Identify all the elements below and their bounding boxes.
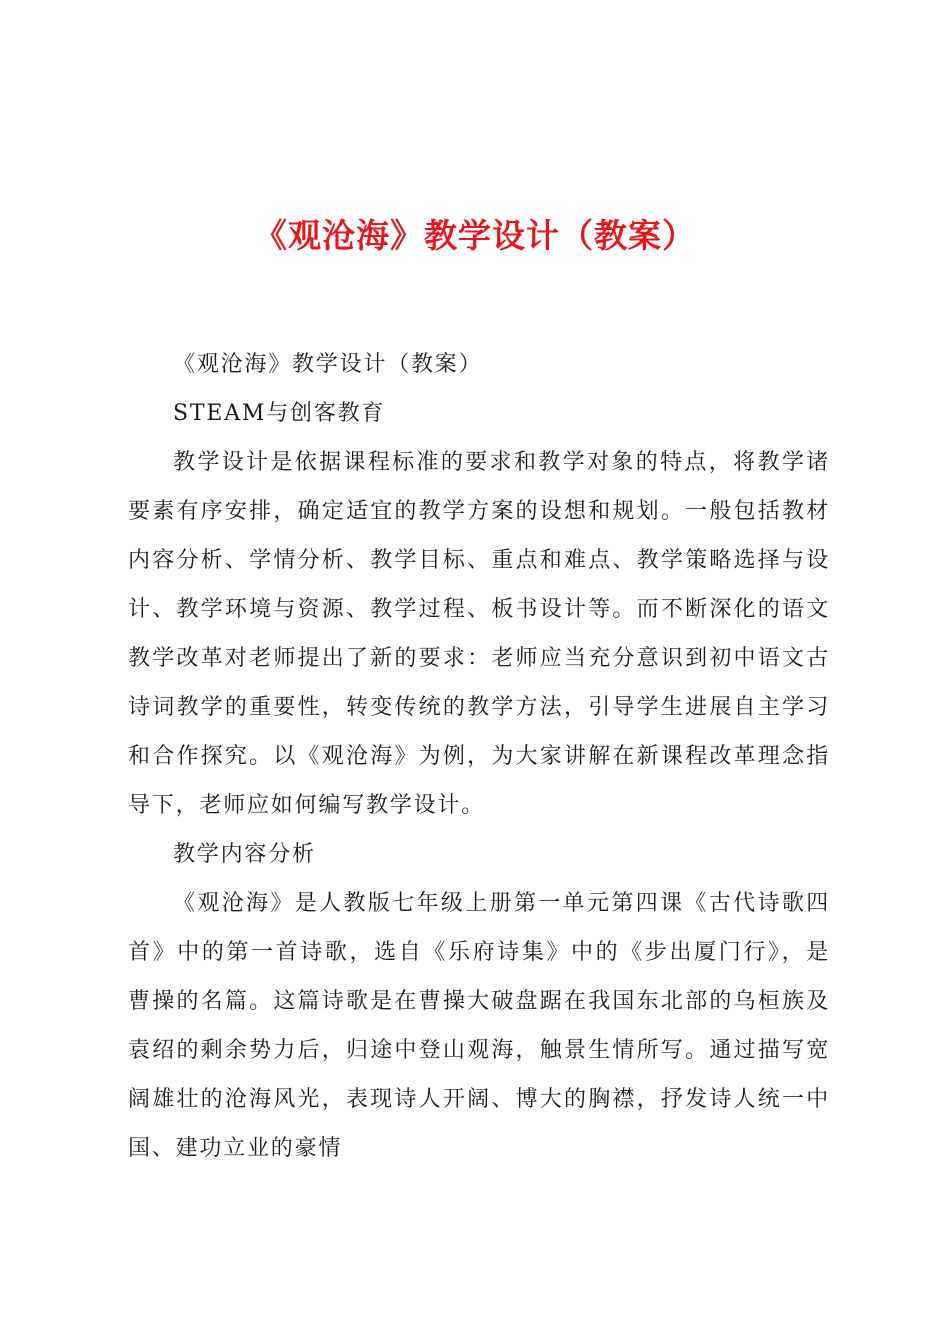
- document-title: 《观沧海》教学设计（教案）: [254, 216, 696, 255]
- document-body: [128, 340, 830, 1173]
- document-subtitle: 《观沧海》教学设计（教案）: [173, 352, 483, 377]
- document-category: STEAM与创客教育: [173, 401, 386, 426]
- section-paragraph: 《观沧海》是人教版七年级上册第一单元第四课《古代诗歌四首》中的第一首诗歌，选自《乐府诗集》中的《步出厦门行》，是曹操的名篇。这篇诗歌是在曹操大破盘踞在我国东北部的乌桓族及袁绍的剩余势力后，归途中登山观海，触景生情所写。通过描写宽阔雄壮的沧海风光，表现诗人开阔、博大的胸襟，抒发诗人统一中国、建功立业的豪情: [128, 891, 830, 1161]
- intro-paragraph: 教学设计是依据课程标准的要求和教学对象的特点，将教学诸要素有序安排，确定适宜的教学方案的设想和规划。一般包括教材内容分析、学情分析、教学目标、重点和难点、教学策略选择与设计、教学环境与资源、教学过程、板书设计等。而不断深化的语文教学改革对老师提出了新的要求：老师应当充分意识到初中语文古诗词教学的重要性，转变传统的教学方法，引导学生进展自主学习和合作探究。以《观沧海》为例，为大家讲解在新课程改革理念指导下，老师应如何编写教学设计。: [128, 450, 830, 818]
- section-heading: 教学内容分析: [173, 842, 316, 867]
